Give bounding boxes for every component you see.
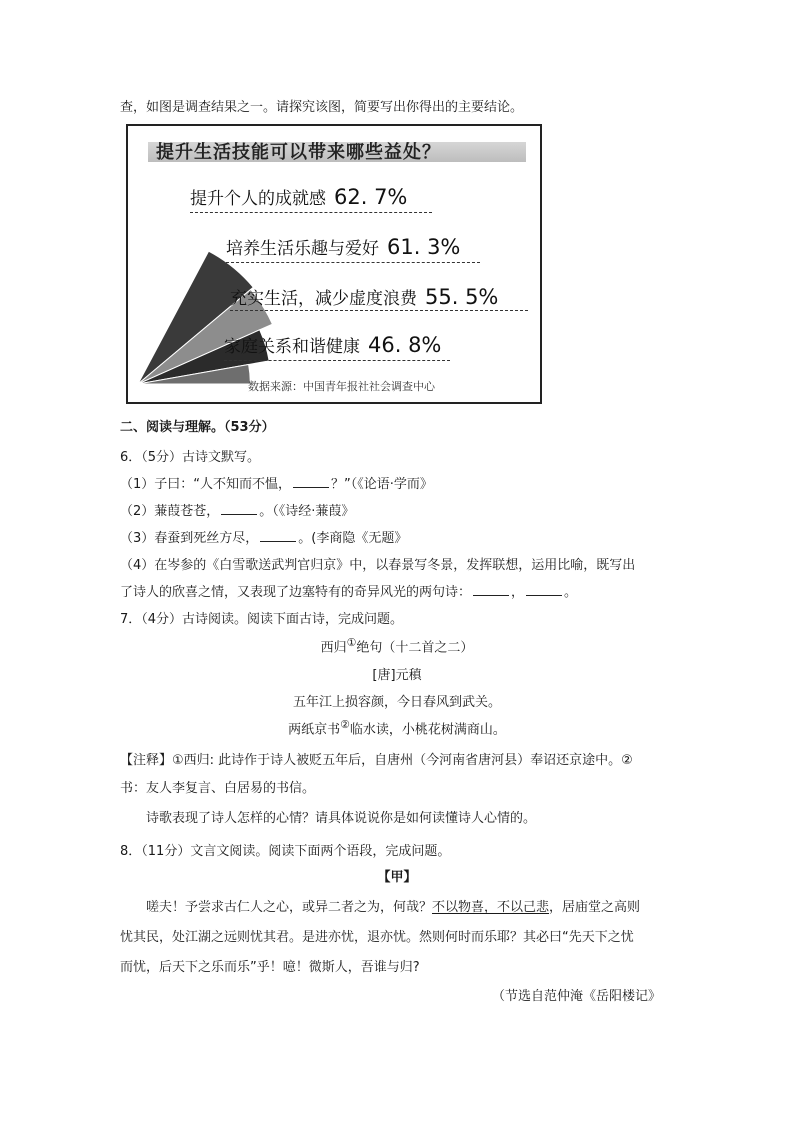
poem-note-line-1: 【注释】①西归: 此诗作于诗人被贬五年后，自唐州（今河南省唐河县）奉诏还京途中。② — [120, 753, 633, 768]
poem-author: [唐]元稹 — [372, 668, 422, 683]
answer-blank[interactable] — [293, 477, 329, 488]
poem-line-2 — [0, 718, 794, 737]
poem-line-1: 五年江上损容颜，今日春风到武关。 — [292, 695, 501, 710]
q6-item-4-line2 — [120, 581, 577, 600]
chart-dash-line — [224, 360, 450, 361]
chart-source: 数据来源：中国青年报社社会调查中心 — [248, 380, 435, 393]
answer-blank[interactable] — [473, 585, 509, 596]
q6-item-text: （2）蒹葭苍苍， — [120, 504, 220, 519]
q6-heading: 6．（5分）古诗文默写。 — [120, 450, 261, 465]
poem-title-text: 绝句（十二首之二） — [356, 640, 474, 656]
q7-question: 诗歌表现了诗人怎样的心情？请具体说说你是如何读懂诗人心情的。 — [146, 811, 537, 826]
answer-blank[interactable] — [221, 504, 257, 515]
passage-line-1 — [146, 896, 640, 915]
passage-line-2: 忧其民，处江湖之远则忧其君。是进亦忧，退亦忧。然则何时而乐耶？其必曰“先天下之忧 — [120, 930, 634, 945]
q6-item-text: 。（《诗经·蒹葭》 — [259, 504, 355, 519]
chart-category-label: 家庭关系和谐健康 — [224, 337, 360, 357]
chart-value-label: 61. 3% — [387, 235, 461, 259]
chart-category-label: 提升个人的成就感 — [190, 189, 326, 209]
q6-item-text: ？”（《论语·学而》 — [331, 477, 433, 492]
poem-text: 临水读，小桃花树满商山。 — [349, 722, 506, 738]
chart-value-label: 62. 7% — [334, 185, 408, 209]
q6-item-text: 。 — [564, 585, 578, 600]
passage-line-3: 而忧，后天下之乐而乐”乎！噫！微斯人，吾谁与归? — [120, 960, 420, 975]
chart-row-1 — [190, 184, 407, 209]
chart-row-4 — [224, 332, 441, 357]
q6-item-4-line1: （4）在岑参的《白雪歌送武判官归京》中，以春景写冬景，发挥联想，运用比喻，既写出 — [120, 558, 636, 573]
section-title: 二、阅读与理解。（53分） — [120, 420, 275, 435]
passage-source: （节选自范仲淹《岳阳楼记》 — [492, 989, 662, 1004]
q6-item-text: ， — [511, 585, 525, 600]
chart-value-label: 55. 5% — [425, 285, 499, 309]
answer-blank[interactable] — [260, 531, 296, 542]
poem-text: 两纸京书 — [288, 722, 341, 738]
chart-row-3 — [230, 284, 498, 309]
chart-dash-line — [230, 310, 528, 311]
poem-note-line-2: 书：友人李复言、白居易的书信。 — [120, 781, 316, 796]
chart-value-label: 46. 8% — [368, 333, 442, 357]
chart-title: 提升生活技能可以带来哪些益处？ — [156, 142, 441, 163]
q6-item-text: 了诗人的欣喜之情，又表现了边塞特有的奇异风光的两句诗： — [120, 585, 472, 600]
answer-blank[interactable] — [526, 585, 562, 596]
passage-text: ，居庙堂之高则 — [549, 900, 641, 915]
chart-category-label: 充实生活，减少虚度浪费 — [230, 289, 417, 309]
q6-item-text: （1）子曰：“人不知而不愠， — [120, 477, 292, 492]
q6-item-text: 。(李商隐《无题》 — [298, 531, 408, 546]
chart-row-2 — [226, 234, 460, 259]
q8-heading: 8．（11分）文言文阅读。阅读下面两个语段，完成问题。 — [120, 844, 451, 859]
poem-note-marker: ① — [346, 636, 357, 649]
chart-dash-line — [190, 212, 432, 213]
q6-item-1 — [120, 473, 433, 492]
chart-dash-line — [226, 262, 480, 263]
q6-item-text: （3）春蚕到死丝方尽， — [120, 531, 259, 546]
survey-chart — [126, 124, 542, 404]
part-label: 【甲】 — [377, 870, 417, 885]
passage-text: 嗟夫！予尝求古仁人之心，或异二者之为，何哉？ — [146, 900, 433, 915]
poem-title — [0, 636, 794, 655]
intro-line: 查，如图是调查结果之一。请探究该图，简要写出你得出的主要结论。 — [120, 100, 524, 115]
q6-item-2 — [120, 500, 354, 519]
poem-note-marker: ② — [340, 718, 350, 731]
passage-underlined-text: 不以物喜，不以己悲 — [432, 900, 550, 915]
q6-item-3 — [120, 527, 407, 546]
poem-title-text: 西归 — [320, 640, 347, 656]
chart-category-label: 培养生活乐趣与爱好 — [226, 239, 379, 259]
q7-heading: 7．（4分）古诗阅读。阅读下面古诗，完成问题。 — [120, 612, 404, 627]
